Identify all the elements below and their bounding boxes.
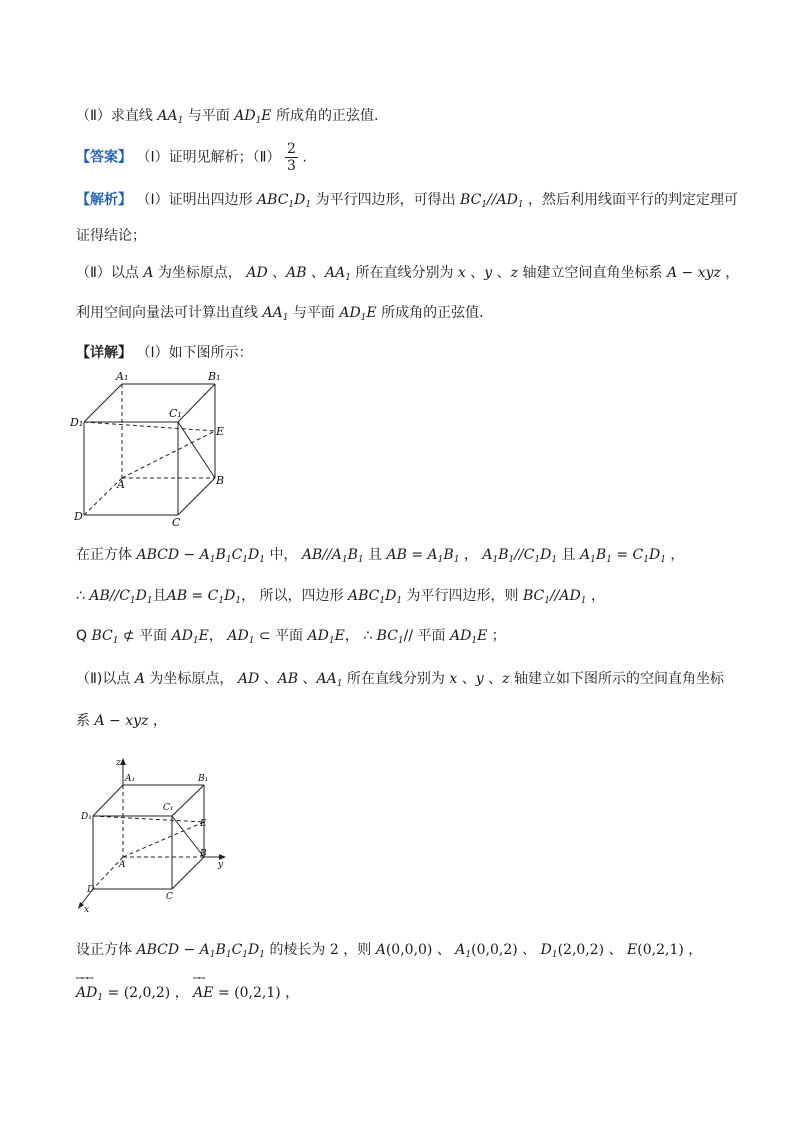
label-C: C: [166, 892, 173, 902]
label-D1: D₁: [81, 812, 92, 822]
detail-part2-line-2: 系 A − xyz ，: [76, 713, 167, 729]
detail-coords-line-1: 设正方体 ABCD − $A_1B_1C_1D_1$ 的棱长为 2 ，则 A(0,0,0) 、 $A_1(0,0,2)$ 、 $D_1(2,0,2)$ 、 E(0,2,1) ，: [76, 942, 703, 960]
detail-coords-line-2: ꟷꟷꟷ $AD_1 = (2,0,2)$ ， ꟷꟷ AE = (0,2,1) ，: [76, 974, 300, 1003]
label-A1: A₁: [116, 370, 129, 383]
label-E: E: [200, 819, 207, 829]
cube-figure-2: [72, 756, 237, 914]
label-B1: B₁: [198, 774, 209, 784]
label-A1: A₁: [125, 774, 136, 784]
label-D1: D₁: [70, 416, 84, 429]
label-C1: C₁: [169, 407, 182, 420]
analysis-line-4: 利用空间向量法可计算出直线 $AA_1$ 与平面 $AD_1E$ 所成角的正弦值.: [76, 305, 484, 323]
label-D: D: [87, 885, 95, 895]
label-A: A: [117, 478, 125, 491]
label-A: A: [119, 860, 126, 870]
analysis-line-2: 证得结论；: [76, 228, 146, 244]
analysis-line-3: （Ⅱ）以点 A 为坐标原点， AD 、AB 、$AA_1$ 所在直线分别为 x 、y 、z 轴建立空间直角坐标系 A − xyz ，: [76, 265, 740, 283]
label-C1: C₁: [163, 803, 174, 813]
analysis-tag: 【解析】: [76, 192, 132, 208]
label-x: x: [84, 905, 90, 914]
label-C: C: [172, 516, 181, 529]
answer-fraction: $\frac{2}{3}$: [286, 141, 296, 174]
label-E: E: [216, 425, 225, 438]
part2-question: （Ⅱ）求直线 $AA_1$ 与平面 $AD_1E$ 所成角的正弦值.: [76, 108, 379, 126]
label-B: B: [200, 849, 207, 859]
answer-line: 【答案】 （Ⅰ）证明见解析；（Ⅱ） $\frac{2}{3}$ .: [76, 141, 307, 174]
answer-tag: 【答案】: [76, 149, 132, 166]
label-z: z: [116, 758, 121, 768]
label-B1: B₁: [208, 370, 221, 383]
analysis-line-1: 【解析】 （Ⅰ）证明出四边形 $ABC_1D_1$ 为平行四边形，可得出 $BC_1//AD_1$ ，然后利用线面平行的判定定理可: [76, 192, 738, 210]
detail-tag: 【详解】: [76, 345, 132, 361]
label-y: y: [218, 860, 224, 870]
cube-figure-1: [70, 370, 240, 530]
detail-step-2: ∴ $AB//C_1D_1$且AB = $C_1D_1$， 所以，四边形 $ABC_1D_1$ 为平行四边形，则 $BC_1//AD_1$ ，: [76, 588, 605, 606]
label-B: B: [216, 474, 225, 487]
detail-step-1: 在正方体 ABCD − $A_1B_1C_1D_1$ 中， $AB//A_1B_1$ 且 AB = $A_1B_1$ ， $A_1B_1//C_1D_1$ 且 $A_1B_1 = C_1D_1$ ，: [76, 547, 685, 565]
detail-intro: 【详解】 （Ⅰ）如下图所示：: [76, 345, 253, 361]
detail-step-3: Q $BC_1$ ⊄ 平面 $AD_1E$， $AD_1$ ⊂ 平面 $AD_1E$， ∴ $BC_1//$ 平面 $AD_1E$ ；: [76, 628, 506, 646]
label-D: D: [74, 510, 83, 523]
detail-part2-line-1: （Ⅱ)以点 A 为坐标原点， AD 、AB 、$AA_1$ 所在直线分别为 x 、y 、z 轴建立如下图所示的空间直角坐标: [76, 671, 724, 689]
